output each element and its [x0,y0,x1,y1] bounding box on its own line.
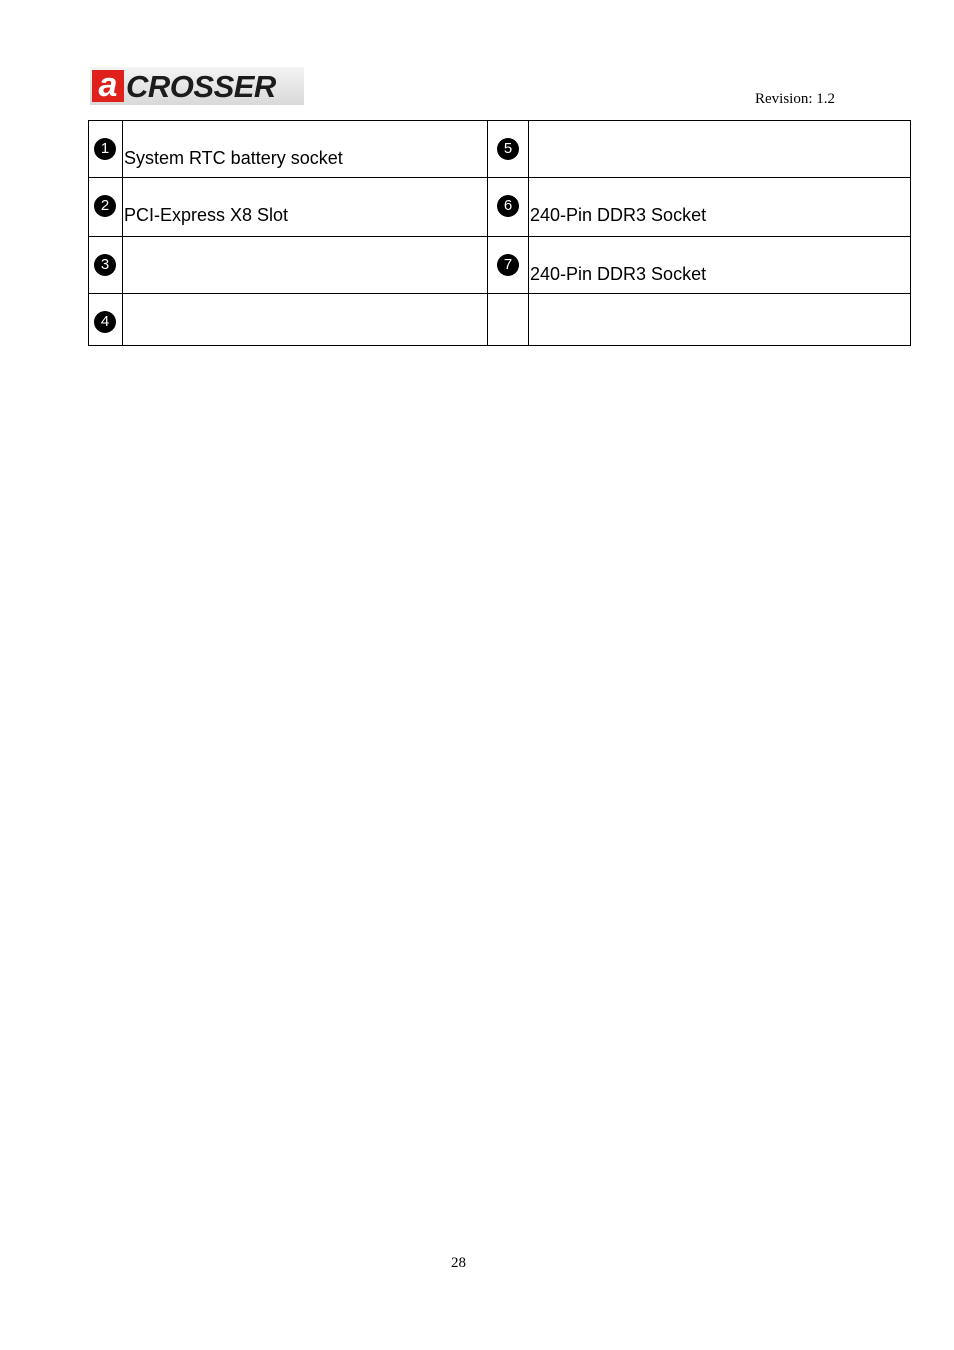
item-number-cell [89,121,123,178]
item-label-cell [529,237,911,294]
item-label [529,121,910,148]
revision-label: Revision: 1.2 [755,91,836,107]
item-number-badge: 4 [94,311,116,333]
table-row [89,294,911,346]
item-label: 240-Pin DDR3 Socket [530,205,707,225]
item-number-cell [89,178,123,237]
item-number-cell [488,294,529,346]
item-label-cell [123,121,488,178]
item-number-badge: 7 [497,254,519,276]
item-label-cell [529,294,911,346]
item-label-cell [123,294,488,346]
logo-wordmark: CROSSER [126,69,276,104]
acrosser-logo [90,67,304,105]
item-label [123,237,487,264]
logo-mark: a [92,70,124,102]
item-label: PCI-Express X8 Slot [124,205,289,225]
item-number-badge: 2 [94,195,116,217]
table-row [89,178,911,237]
item-number-cell [488,121,529,178]
item-number-cell [488,178,529,237]
item-label-cell [529,121,911,178]
item-number-badge: 5 [497,138,519,160]
item-label: System RTC battery socket [124,148,343,168]
item-number-badge: 6 [497,195,519,217]
table-row [89,121,911,178]
component-table [88,120,911,346]
item-number-cell [488,237,529,294]
item-label-cell [123,237,488,294]
item-number-badge: 1 [94,138,116,160]
item-number-badge: 3 [94,254,116,276]
item-label [123,294,487,321]
table-row [89,237,911,294]
page-number: 28 [451,1255,466,1271]
item-label-cell [529,178,911,237]
item-label: 240-Pin DDR3 Socket [530,264,707,284]
item-number-cell [89,294,123,346]
item-number-cell [89,237,123,294]
item-label-cell [123,178,488,237]
